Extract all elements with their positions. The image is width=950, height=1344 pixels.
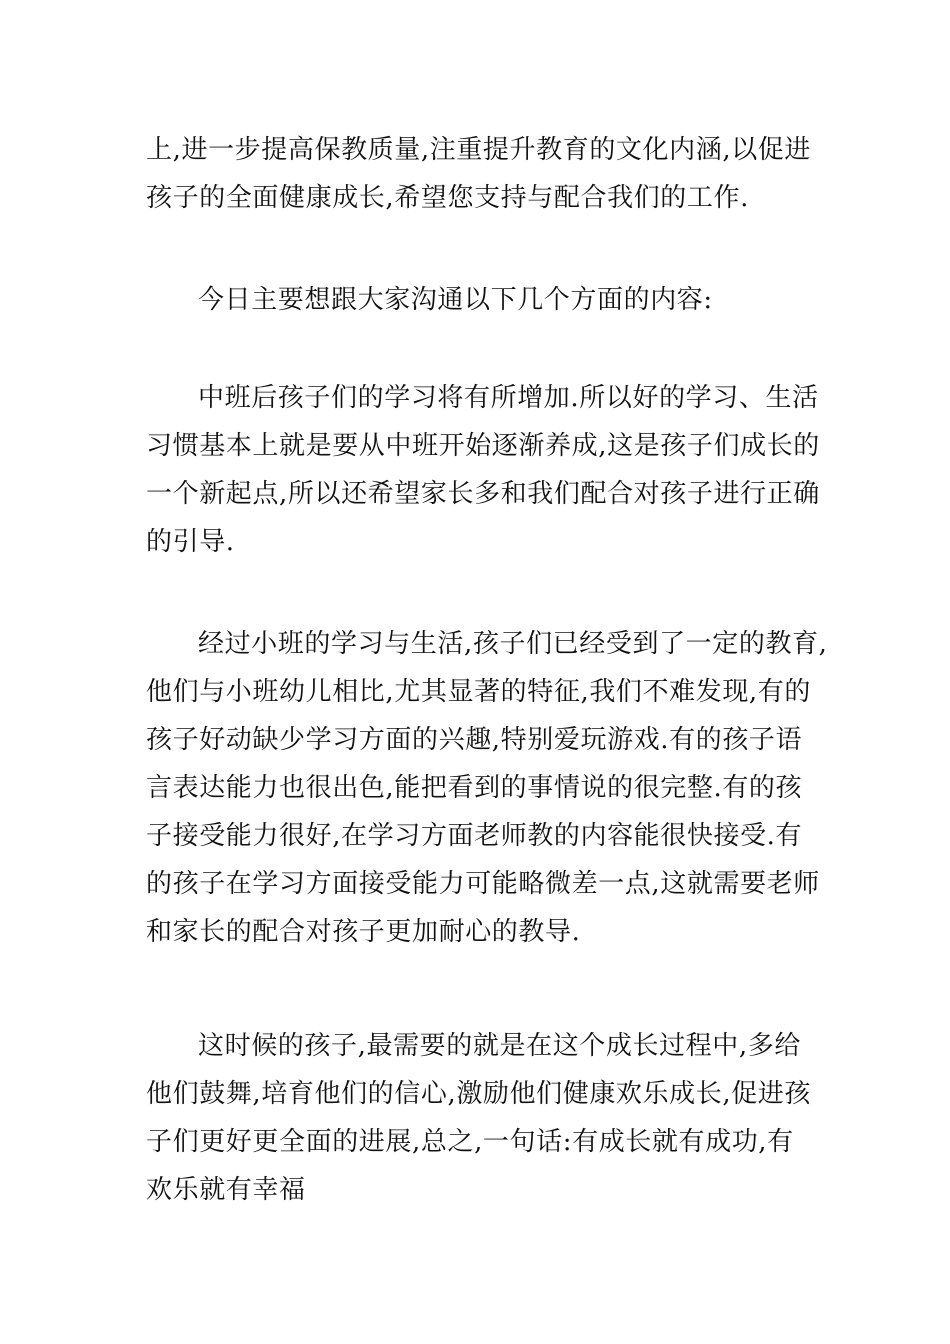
text-line: 的孩子在学习方面接受能力可能略微差一点,这就需要老师: [146, 869, 820, 899]
paragraph-continuation: [146, 126, 818, 222]
text-line: 的引导.: [146, 527, 235, 557]
text-line: 孩子的全面健康成长,希望您支持与配合我们的工作.: [146, 183, 749, 213]
text-line: 言表达能力也很出色,能把看到的事情说的很完整.有的孩: [146, 773, 803, 803]
text-line: 他们鼓舞,培育他们的信心,激励他们健康欢乐成长,促进孩: [146, 1079, 811, 1109]
text-line: 中班后孩子们的学习将有所增加.所以好的学习、生活: [198, 383, 819, 413]
text-line: 经过小班的学习与生活,孩子们已经受到了一定的教育,: [198, 629, 828, 659]
text-line: 习惯基本上就是要从中班开始逐渐养成,这是孩子们成长的: [146, 431, 820, 461]
text-line: 他们与小班幼儿相比,尤其显著的特征,我们不难发现,有的: [146, 677, 811, 707]
paragraph-habits: [146, 374, 818, 566]
text-line: 子接受能力很好,在学习方面老师教的内容能很快接受.有: [146, 821, 803, 851]
paragraph-intro: [146, 276, 818, 324]
paragraph-conclusion: [146, 1022, 818, 1214]
text-line: 上,进一步提高保教质量,注重提升教育的文化内涵,以促进: [146, 135, 811, 165]
text-line: 今日主要想跟大家沟通以下几个方面的内容:: [198, 285, 713, 315]
text-line: 孩子好动缺少学习方面的兴趣,特别爱玩游戏.有的孩子语: [146, 725, 803, 755]
text-line: 这时候的孩子,最需要的就是在这个成长过程中,多给: [198, 1031, 801, 1061]
text-line: 欢乐就有幸福: [146, 1175, 306, 1205]
text-line: 和家长的配合对孩子更加耐心的教导.: [146, 917, 581, 947]
text-line: 子们更好更全面的进展,总之,一句话:有成长就有成功,有: [146, 1127, 794, 1157]
text-line: 一个新起点,所以还希望家长多和我们配合对孩子进行正确: [146, 479, 820, 509]
paragraph-observations: [146, 620, 828, 956]
